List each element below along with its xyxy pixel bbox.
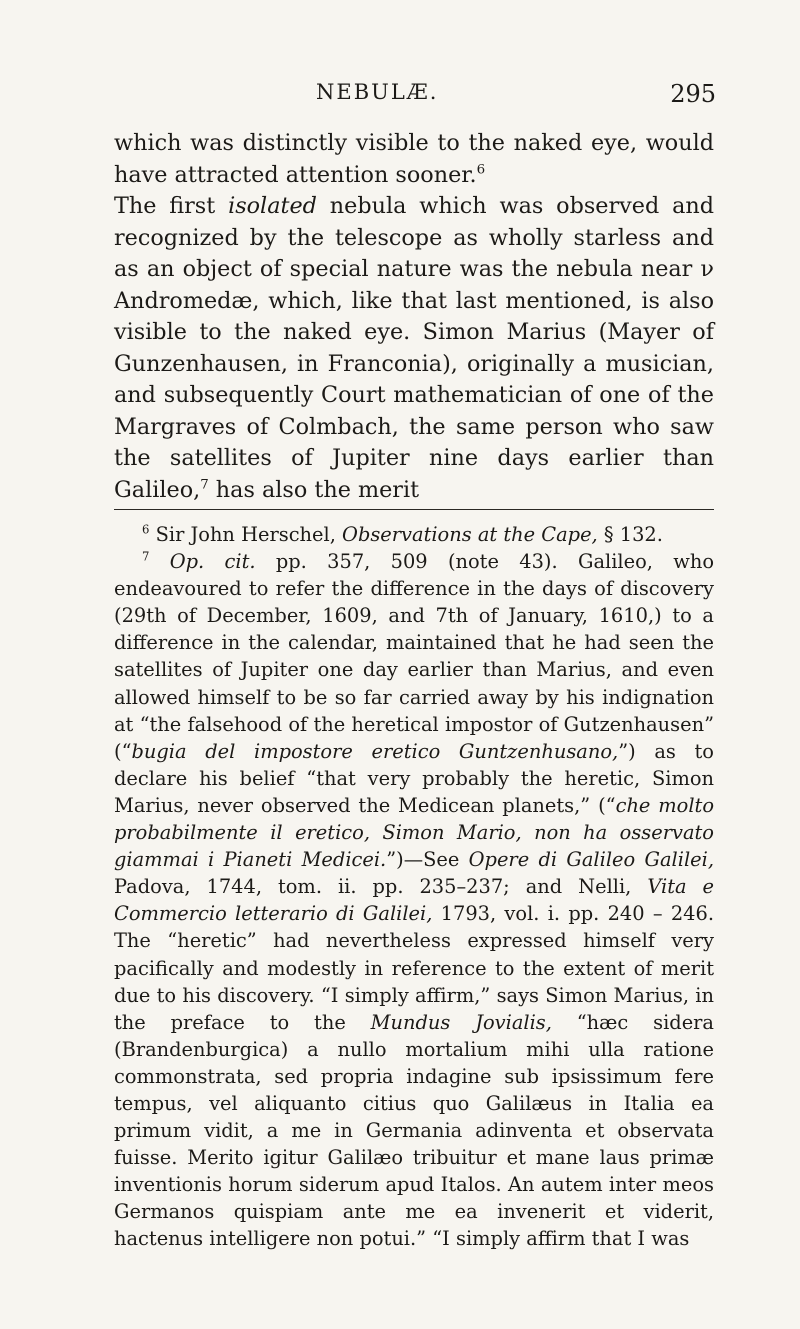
- footnotes: [114, 521, 714, 1253]
- paragraph-text: has also the merit: [208, 476, 420, 503]
- footnote-text: Padova, 1744, tom. ii. pp. 235–237; and Nelli,: [114, 875, 648, 899]
- paragraph-text: nebula which was observed and recognized by the telescope as wholly starless and as an object of special nature was the nebula near ν Andromedæ, which, like that last mentioned, is also visible to the naked eye. Simon Marius (Mayer of Gunzenhausen, in Franconia), originally a musician, and subsequently Court mathematician of one of the Margraves of Colmbach, the same person who saw the satellites of Jupiter nine days earlier than Galileo,: [114, 193, 714, 503]
- footnote-text: 1793, vol. i. pp. 240 – 246. The “heretic” had nevertheless expressed himself very pacifically and modestly in reference to the extent of merit due to his discovery. “I simply affirm,” says Simon Marius, in the preface to the: [114, 902, 714, 1034]
- footnote-opcit: Op. cit.: [169, 550, 256, 574]
- footnote-text: ”)—See: [386, 848, 469, 872]
- footnote-ref-7: 7: [200, 477, 209, 493]
- paragraph-text: The first: [114, 193, 229, 219]
- paragraph-continued: [114, 128, 714, 191]
- footnote-work-title: Opere di Galileo Galilei,: [468, 848, 714, 872]
- page-number: 295: [670, 80, 716, 108]
- footnote-italic-quote: bugia del impostore eretico Guntzenhusano,: [131, 739, 619, 763]
- footnote-text: pp. 357, 509 (note 43). Galileo, who endeavoured to refer the difference in the days of discovery (29th of December, 1609, and 7th of January, 1610,) to a difference in the calendar, maintained that he had seen the satellites of Jupiter one day earlier than Marius, and even allowed himself to be so far carried away by his indignation at “the falsehood of the heretical impostor of Gutzenhausen” (“: [114, 550, 714, 763]
- paragraph-text: which was distinctly visible to the naked eye, would have attracted attention sooner.: [114, 130, 714, 188]
- footnote-ref-6: 6: [476, 162, 486, 178]
- footnote-mark: 6: [142, 522, 150, 537]
- main-text: [114, 128, 714, 506]
- footnote-work-title: Vita e Commercio letterario di Galilei,: [114, 875, 714, 926]
- paragraph-isolated-nebula: [114, 191, 714, 506]
- footnote-italic-quote: che molto probabilmente il eretico, Simon Mario, non ha osservato giammai i Pianeti Medicei.: [114, 793, 715, 872]
- running-header: [316, 80, 716, 114]
- footnote-text: ”) as to declare his belief “that very probably the heretic, Simon Marius, never observed the Medicean planets,” (“: [114, 739, 714, 817]
- footnote-separator: [114, 509, 714, 510]
- footnote-text: Sir John Herschel,: [155, 523, 343, 546]
- footnote-title: Observations at the Cape,: [342, 523, 598, 546]
- footnote-6: [114, 521, 714, 548]
- footnote-text: § 132.: [597, 523, 663, 546]
- running-title: NEBULÆ.: [316, 80, 439, 104]
- footnote-7: [114, 548, 714, 1252]
- footnote-work-title: Mundus Jovialis,: [370, 1010, 552, 1034]
- emphasis-isolated: isolated: [228, 193, 317, 219]
- footnote-mark: 7: [142, 549, 150, 564]
- footnote-text: “hæc sidera (Brandenburgica) a nullo mortalium mihi ulla ratione commonstrata, sed propria indagine sub ipsissimum fere tempus, vel aliquanto citius quo Galilæus in Italia ea primum vidit, a me in Germania adinventa et observata fuisse. Merito igitur Galilæo tribuitur et mane laus primæ inventionis horum siderum apud Italos. An autem inter meos Germanos quispiam ante me ea invenerit et viderit, hactenus intelligere non potui.” “I simply affirm that I was: [114, 1010, 714, 1251]
